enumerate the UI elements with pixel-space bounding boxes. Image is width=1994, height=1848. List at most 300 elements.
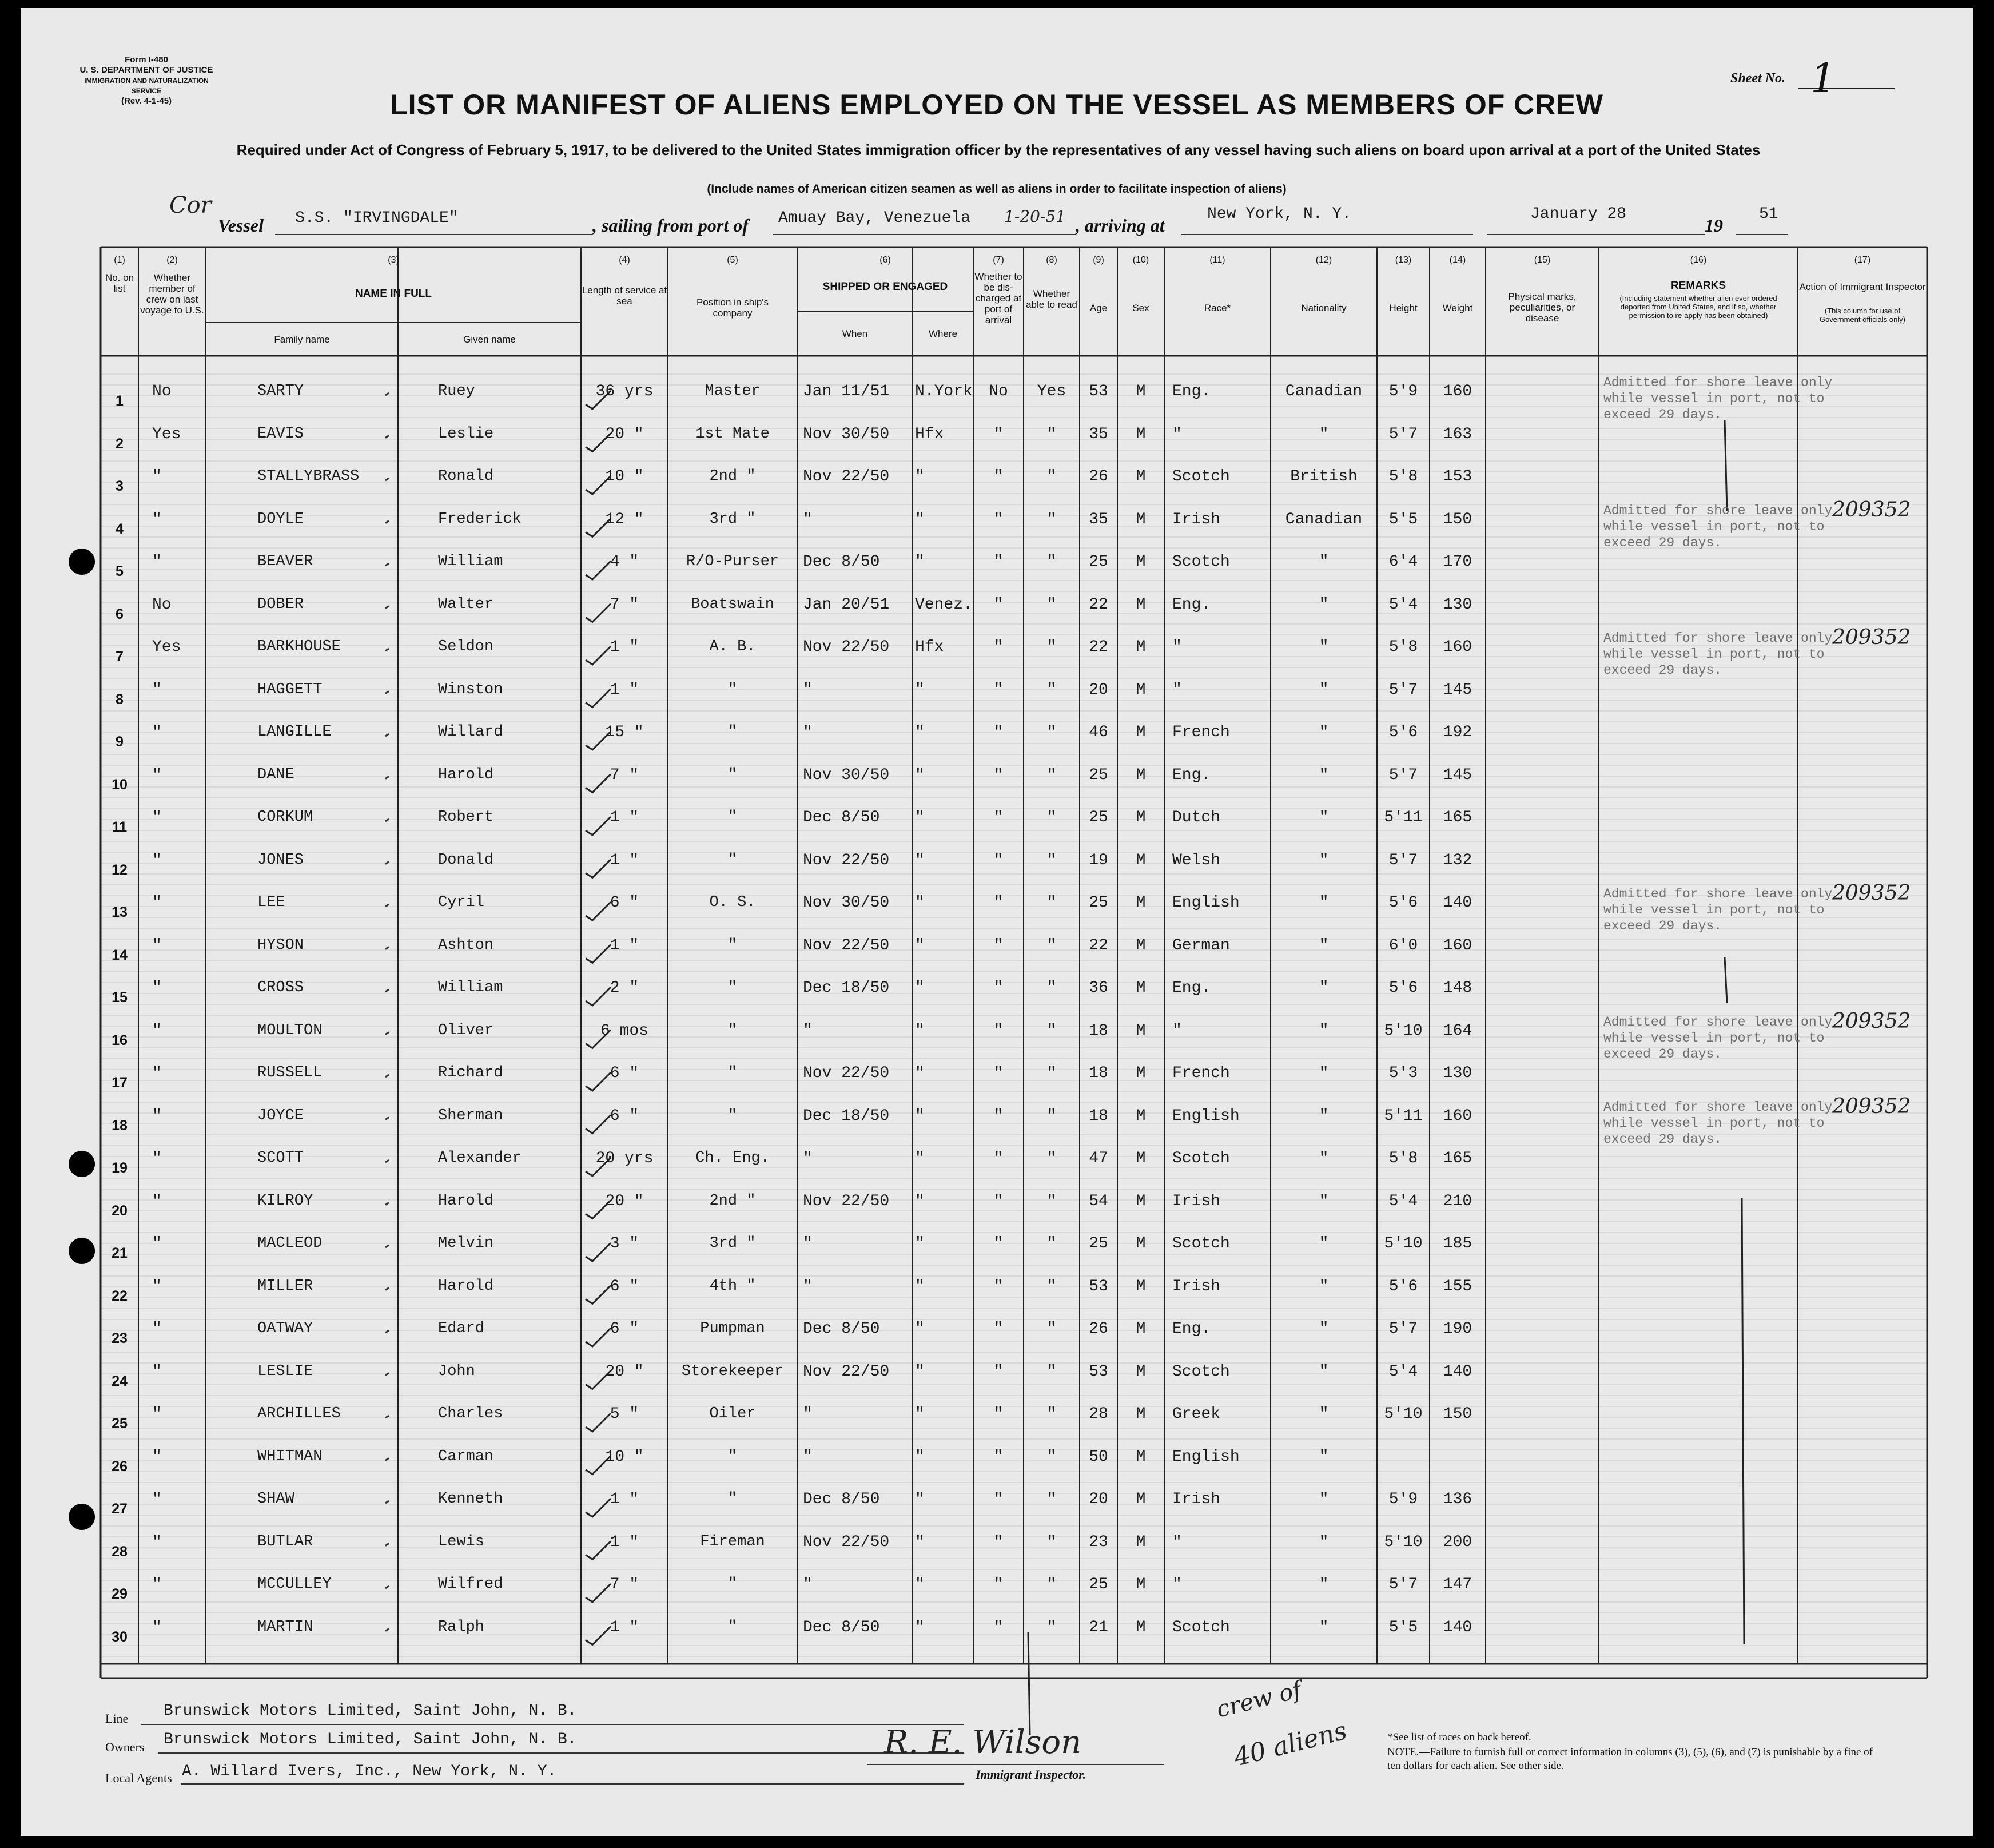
cell-when: Nov 22/50: [803, 468, 890, 486]
cell-weight: 164: [1443, 1022, 1472, 1040]
cell-age: 46: [1089, 724, 1108, 741]
cell-where: ": [915, 1150, 925, 1167]
cell-where: ": [915, 1533, 925, 1551]
cell-sex: M: [1136, 1491, 1146, 1508]
cell-read: ": [1046, 809, 1057, 826]
tick-mark-icon: [385, 1245, 389, 1247]
cell-race: Greek: [1172, 1405, 1221, 1423]
punch-hole: [69, 1151, 95, 1177]
cell-race: Eng.: [1172, 979, 1211, 997]
cell-weight: 210: [1443, 1192, 1472, 1210]
cell-height: 5'10: [1384, 1022, 1423, 1040]
cell-family: LEE: [257, 894, 285, 911]
cell-sex: M: [1136, 1448, 1146, 1466]
page-subtitle: Required under Act of Congress of February 5, 1917, to be delivered to the United States immigration officer by the representatives of any vessel having such aliens on board upon arrival at a port of the United States: [236, 141, 1761, 158]
cell-race: English: [1172, 894, 1240, 912]
cell-disch: ": [993, 1150, 1004, 1167]
cell-nat: ": [1319, 1533, 1329, 1551]
cell-prev: ": [152, 681, 162, 699]
header-age: Age: [1089, 303, 1108, 313]
tick-mark-icon: [385, 1330, 389, 1333]
cell-disch: ": [993, 510, 1004, 528]
cell-family: CORKUM: [257, 809, 313, 826]
aliens-hand-note: 40 aliens: [1231, 1716, 1350, 1773]
cell-age: 25: [1089, 1576, 1108, 1593]
cell-where: Hfx: [915, 638, 944, 656]
header-position: Position in ship's company: [696, 297, 769, 319]
cell-prev: ": [152, 553, 162, 571]
cell-height: 5'7: [1388, 1576, 1418, 1593]
cell-read: ": [1046, 1491, 1057, 1508]
tick-mark-icon: [385, 862, 389, 864]
cell-disch: ": [993, 1235, 1004, 1253]
cell-race: English: [1172, 1107, 1240, 1125]
cell-race: Welsh: [1172, 851, 1221, 869]
cell-where: ": [915, 1618, 925, 1636]
cell-when: Dec 8/50: [803, 1491, 880, 1508]
cell-race: Scotch: [1172, 553, 1230, 571]
cell-when: Dec 8/50: [803, 1320, 880, 1338]
cell-race: German: [1172, 936, 1230, 955]
form-department: U. S. DEPARTMENT OF JUSTICE: [79, 65, 213, 75]
cell-sex: M: [1136, 1618, 1146, 1636]
cell-height: 5'6: [1388, 894, 1418, 912]
cell-height: 5'6: [1388, 724, 1418, 741]
cell-age: 19: [1089, 851, 1108, 869]
cell-prev: ": [152, 1448, 162, 1466]
column-number: (1): [114, 255, 125, 265]
cell-when: Dec 18/50: [803, 979, 890, 997]
cell-read: ": [1046, 851, 1057, 869]
cell-height: 5'7: [1388, 681, 1418, 699]
cell-read: ": [1046, 553, 1057, 571]
cell-nat: ": [1319, 1320, 1329, 1338]
header-sex: Sex: [1132, 303, 1149, 313]
cell-service: 1 ": [610, 1618, 639, 1636]
tick-mark-icon: [385, 1203, 389, 1205]
row-number: 1: [116, 393, 124, 409]
cell-weight: 192: [1443, 724, 1472, 741]
page-title: LIST OR MANIFEST OF ALIENS EMPLOYED ON THE VESSEL AS MEMBERS OF CREW: [390, 89, 1603, 121]
tick-mark-icon: [385, 1501, 389, 1503]
cell-age: 53: [1089, 1277, 1108, 1295]
column-number: (4): [619, 255, 630, 265]
sailing-label: , sailing from port of: [592, 215, 749, 236]
cell-family: MOULTON: [257, 1022, 323, 1039]
sheet-number: 1: [1810, 55, 1836, 102]
cell-prev: ": [152, 1192, 162, 1210]
grid-line: [1725, 957, 1727, 1003]
cell-nat: ": [1319, 1107, 1329, 1125]
cell-where: Hfx: [915, 425, 944, 443]
punch-hole: [69, 1504, 95, 1530]
header-remarks: REMARKS: [1670, 280, 1726, 292]
manifest-page: [21, 8, 1973, 1836]
cell-prev: ": [152, 1277, 162, 1295]
cell-read: ": [1046, 724, 1057, 741]
cell-sex: M: [1136, 510, 1146, 528]
cell-age: 25: [1089, 766, 1108, 784]
cell-where: ": [915, 1491, 925, 1508]
cell-when: Dec 8/50: [803, 809, 880, 826]
cell-where: ": [915, 1448, 925, 1466]
year-prefix: 19: [1705, 215, 1723, 236]
owners-value: Brunswick Motors Limited, Saint John, N. B.: [164, 1731, 577, 1748]
cell-age: 22: [1089, 595, 1108, 614]
cell-age: 28: [1089, 1405, 1108, 1423]
cell-height: 6'0: [1388, 936, 1418, 955]
header-family-name: Family name: [274, 334, 330, 345]
cell-service: 20 yrs: [595, 1150, 654, 1167]
cell-nat: ": [1319, 1576, 1329, 1593]
cell-service: 1 ": [610, 936, 639, 955]
header-action: Action of Immigrant Inspector: [1799, 281, 1926, 292]
cell-weight: 190: [1443, 1320, 1472, 1338]
header-discharged: Whether to be dis-charged at port of arrival: [974, 271, 1022, 325]
cell-prev: ": [152, 468, 162, 486]
cell-sex: M: [1136, 638, 1146, 656]
remark-text: exceed 29 days.: [1603, 535, 1722, 550]
cell-when: Nov 30/50: [803, 425, 890, 443]
cell-prev: ": [152, 1150, 162, 1167]
vessel-hand-mark: Cor: [169, 192, 212, 218]
cell-position: Master: [705, 383, 761, 400]
cell-nat: ": [1319, 979, 1329, 997]
cell-family: JOYCE: [257, 1107, 304, 1124]
cell-sex: M: [1136, 936, 1146, 955]
cell-read: ": [1046, 510, 1057, 528]
tick-mark-icon: [385, 649, 389, 651]
remark-text: exceed 29 days.: [1603, 1046, 1722, 1062]
cell-height: 5'6: [1388, 979, 1418, 997]
cell-given: Willard: [438, 724, 503, 741]
cell-service: 6 ": [610, 1107, 639, 1125]
cell-disch: ": [993, 936, 1004, 955]
cell-disch: ": [993, 766, 1004, 784]
cell-prev: ": [152, 936, 162, 955]
tick-mark-icon: [385, 947, 389, 949]
cell-height: 5'11: [1384, 1107, 1423, 1125]
form-service: IMMIGRATION AND NATURALIZATION SERVICE: [84, 77, 209, 95]
remark-text: exceed 29 days.: [1603, 407, 1722, 422]
cell-when: Nov 22/50: [803, 936, 890, 955]
cell-position: ": [727, 1448, 738, 1465]
cell-service: 10 ": [605, 468, 644, 486]
cell-when: Dec 8/50: [803, 1618, 880, 1636]
tick-mark-icon: [385, 1288, 389, 1290]
cell-nat: ": [1319, 1405, 1329, 1423]
cell-weight: 170: [1443, 553, 1472, 571]
cell-service: 7 ": [610, 595, 639, 614]
cell-family: MARTIN: [257, 1618, 313, 1636]
cell-height: 5'7: [1388, 425, 1418, 443]
tick-mark-icon: [385, 1118, 389, 1120]
cell-height: 5'11: [1384, 809, 1423, 826]
row-number: 8: [116, 691, 124, 708]
cell-age: 18: [1089, 1022, 1108, 1040]
header-last-voyage: Whether member of crew on last voyage to U.S.: [140, 272, 204, 316]
cell-given: Seldon: [438, 638, 494, 655]
tick-mark-icon: [385, 1075, 389, 1077]
column-number: (3): [388, 255, 399, 265]
cell-position: ": [727, 1107, 738, 1124]
cell-service: 1 ": [610, 681, 639, 699]
cell-weight: 155: [1443, 1277, 1472, 1295]
column-number: (13): [1395, 255, 1412, 265]
vessel-label: Vessel: [218, 215, 264, 236]
cell-weight: 150: [1443, 1405, 1472, 1423]
cell-read: ": [1046, 1192, 1057, 1210]
column-number: (6): [879, 255, 891, 265]
cell-family: LESLIE: [257, 1362, 313, 1380]
row-number: 20: [112, 1202, 128, 1219]
cell-prev: ": [152, 724, 162, 741]
tick-mark-icon: [385, 1544, 389, 1546]
cell-family: DOBER: [257, 595, 304, 613]
cell-height: 5'3: [1388, 1064, 1418, 1082]
cell-read: ": [1046, 1235, 1057, 1253]
cell-prev: ": [152, 1405, 162, 1423]
cell-age: 22: [1089, 936, 1108, 955]
cell-weight: 147: [1443, 1576, 1472, 1593]
cell-age: 25: [1089, 809, 1108, 826]
inspector-stamp: 209352: [1832, 498, 1911, 522]
header-shipped-engaged: SHIPPED OR ENGAGED: [822, 281, 948, 293]
cell-where: N.York: [915, 383, 973, 400]
cell-service: 6 ": [610, 1064, 639, 1082]
cell-given: John: [438, 1362, 475, 1380]
cell-sex: M: [1136, 1235, 1146, 1253]
cell-position: ": [727, 766, 738, 784]
cell-weight: 160: [1443, 638, 1472, 656]
row-number: 21: [112, 1245, 128, 1261]
cell-sex: M: [1136, 1064, 1146, 1082]
cell-disch: ": [993, 1192, 1004, 1210]
cell-read: ": [1046, 681, 1057, 699]
cell-service: 12 ": [605, 510, 644, 528]
tick-mark-icon: [385, 734, 389, 736]
cell-when: Nov 22/50: [803, 638, 890, 656]
cell-where: ": [915, 936, 925, 955]
cell-family: WHITMAN: [257, 1448, 323, 1465]
grid-line: [1725, 420, 1727, 511]
column-number: (12): [1315, 255, 1332, 265]
header-action-note: (This column for use of Government officials only): [1819, 307, 1906, 324]
inspector-stamp: 209352: [1832, 1094, 1911, 1118]
cell-service: 5 ": [610, 1405, 639, 1423]
cell-service: 15 ": [605, 724, 644, 741]
cell-position: ": [727, 681, 738, 698]
cell-read: ": [1046, 1107, 1057, 1125]
cell-when: ": [803, 1022, 813, 1040]
cell-height: 5'8: [1388, 1150, 1418, 1167]
cell-service: 4 ": [610, 553, 639, 571]
cell-sex: M: [1136, 1576, 1146, 1593]
header-remarks-note: (Including statement whether alien ever ordered deported from United States, and if so, whether permission to re-apply has been obtained): [1619, 294, 1777, 320]
cell-height: 5'4: [1388, 1362, 1418, 1381]
cell-prev: Yes: [152, 425, 181, 443]
cell-given: Walter: [438, 595, 494, 613]
cell-age: 26: [1089, 468, 1108, 486]
cell-race: ": [1172, 1022, 1182, 1040]
cell-height: 6'4: [1388, 553, 1418, 571]
cell-service: 1 ": [610, 638, 639, 656]
row-number: 2: [116, 435, 124, 452]
row-number: 10: [112, 776, 128, 793]
cell-where: ": [915, 1022, 925, 1040]
row-number: 23: [112, 1330, 128, 1346]
cell-where: ": [915, 1320, 925, 1338]
agents-label: Local Agents: [105, 1771, 172, 1785]
remark-text: Admitted for shore leave only: [1603, 1099, 1833, 1115]
remark-text: exceed 29 days.: [1603, 919, 1722, 933]
cell-weight: 185: [1443, 1235, 1472, 1253]
cell-disch: ": [993, 1491, 1004, 1508]
cell-where: ": [915, 1107, 925, 1125]
cell-where: ": [915, 724, 925, 741]
cell-height: 5'10: [1384, 1235, 1423, 1253]
cell-age: 54: [1089, 1192, 1108, 1210]
cell-when: Nov 22/50: [803, 1533, 890, 1551]
page-subnote: (Include names of American citizen seamen as well as aliens in order to facilitate inspection of aliens): [707, 182, 1287, 196]
cell-age: 21: [1089, 1618, 1108, 1636]
cell-where: ": [915, 1192, 925, 1210]
cell-when: Nov 22/50: [803, 851, 890, 869]
form-revision: (Rev. 4-1-45): [121, 96, 172, 106]
row-number: 28: [112, 1543, 128, 1560]
cell-race: ": [1172, 1576, 1182, 1593]
cell-when: Jan 20/51: [803, 595, 890, 614]
remark-text: while vessel in port, not to: [1603, 1030, 1825, 1046]
cell-given: Harold: [438, 1277, 494, 1295]
cell-service: 7 ": [610, 1576, 639, 1593]
cell-family: HAGGETT: [257, 681, 323, 698]
cell-prev: ": [152, 1533, 162, 1551]
sailing-port: Amuay Bay, Venezuela: [778, 209, 971, 227]
cell-read: ": [1046, 1022, 1057, 1040]
remark-text: while vessel in port, not to: [1603, 1115, 1825, 1131]
cell-sex: M: [1136, 595, 1146, 614]
cell-position: ": [727, 979, 738, 996]
penalty-note: NOTE.—Failure to furnish full or correct information in columns (3), (5), (6), and (7) is punishable by a fine of ten dollars for each alien. See other side.: [1387, 1746, 1873, 1772]
cell-read: Yes: [1037, 383, 1066, 400]
cell-sex: M: [1136, 1405, 1146, 1423]
crew-hand-note: crew of: [1213, 1676, 1304, 1723]
cell-race: Irish: [1172, 510, 1221, 528]
header-name-in-full: NAME IN FULL: [355, 288, 432, 300]
cell-position: 2nd ": [709, 1192, 756, 1210]
row-number: 4: [116, 520, 124, 537]
column-number: (9): [1093, 255, 1104, 265]
column-number: (5): [727, 255, 738, 265]
cell-position: R/O-Purser: [686, 553, 779, 570]
cell-read: ": [1046, 595, 1057, 614]
cell-nat: ": [1319, 1022, 1329, 1040]
header-given-name: Given name: [463, 334, 516, 345]
cell-prev: ": [152, 1320, 162, 1338]
cell-disch: ": [993, 468, 1004, 486]
cell-height: 5'4: [1388, 595, 1418, 614]
cell-given: Cyril: [438, 894, 485, 911]
cell-race: French: [1172, 724, 1230, 741]
cell-height: 5'5: [1388, 510, 1418, 528]
cell-where: ": [915, 1576, 925, 1593]
inspector-stamp: 209352: [1832, 1009, 1911, 1033]
cell-race: Scotch: [1172, 1362, 1230, 1381]
cell-service: 20 ": [605, 425, 644, 443]
cell-where: Venez.: [915, 595, 973, 614]
header-length-of-service: Length of service at sea: [582, 285, 667, 307]
cell-disch: ": [993, 894, 1004, 912]
cell-service: 20 ": [605, 1192, 644, 1210]
cell-family: JONES: [257, 851, 304, 869]
tick-mark-icon: [385, 393, 389, 395]
row-number: 19: [112, 1160, 128, 1176]
tick-mark-icon: [385, 1586, 389, 1588]
cell-position: Pumpman: [700, 1320, 765, 1337]
cell-given: Winston: [438, 681, 503, 698]
cell-when: ": [803, 510, 813, 528]
tick-mark-icon: [385, 691, 389, 694]
cell-where: ": [915, 894, 925, 912]
agents-value: A. Willard Ivers, Inc., New York, N. Y.: [182, 1763, 557, 1781]
cell-family: SARTY: [257, 383, 304, 400]
line-value: Brunswick Motors Limited, Saint John, N. B.: [164, 1702, 577, 1720]
cell-disch: ": [993, 681, 1004, 699]
cell-prev: No: [152, 595, 172, 614]
cell-position: O. S.: [709, 894, 756, 911]
cell-race: ": [1172, 1533, 1182, 1551]
cell-height: 5'7: [1388, 766, 1418, 784]
cell-read: ": [1046, 936, 1057, 955]
cell-nat: ": [1319, 1448, 1329, 1466]
cell-height: 5'9: [1388, 383, 1418, 400]
row-number: 6: [116, 606, 124, 622]
header-no-on-list: No. on list: [105, 272, 134, 294]
cell-read: ": [1046, 1277, 1057, 1295]
cell-position: Fireman: [700, 1533, 765, 1551]
cell-service: 7 ": [610, 766, 639, 784]
form-id: Form I-480: [125, 55, 168, 65]
cell-service: 1 ": [610, 1533, 639, 1551]
row-number: 17: [112, 1075, 128, 1091]
cell-where: ": [915, 681, 925, 699]
column-number: (15): [1534, 255, 1551, 265]
cell-height: 5'6: [1388, 1277, 1418, 1295]
cell-nat: ": [1319, 851, 1329, 869]
cell-disch: ": [993, 1277, 1004, 1295]
cell-age: 25: [1089, 553, 1108, 571]
cell-nat: ": [1319, 936, 1329, 955]
cell-read: ": [1046, 1576, 1057, 1593]
year-suffix: 51: [1759, 205, 1778, 223]
inspector-signature: R. E. Wilson: [884, 1724, 1082, 1761]
arrival-date: January 28: [1530, 205, 1627, 223]
tick-mark-icon: [385, 1629, 389, 1631]
cell-age: 53: [1089, 383, 1108, 400]
column-number: (14): [1449, 255, 1466, 265]
tick-mark-icon: [385, 1160, 389, 1162]
cell-disch: ": [993, 1362, 1004, 1381]
cell-age: 20: [1089, 681, 1108, 699]
cell-weight: 160: [1443, 383, 1472, 400]
cell-age: 20: [1089, 1491, 1108, 1508]
cell-given: Ronald: [438, 468, 494, 485]
sheet-label: Sheet No.: [1730, 71, 1785, 86]
cell-read: ": [1046, 766, 1057, 784]
cell-nat: ": [1319, 681, 1329, 699]
cell-where: ": [915, 766, 925, 784]
